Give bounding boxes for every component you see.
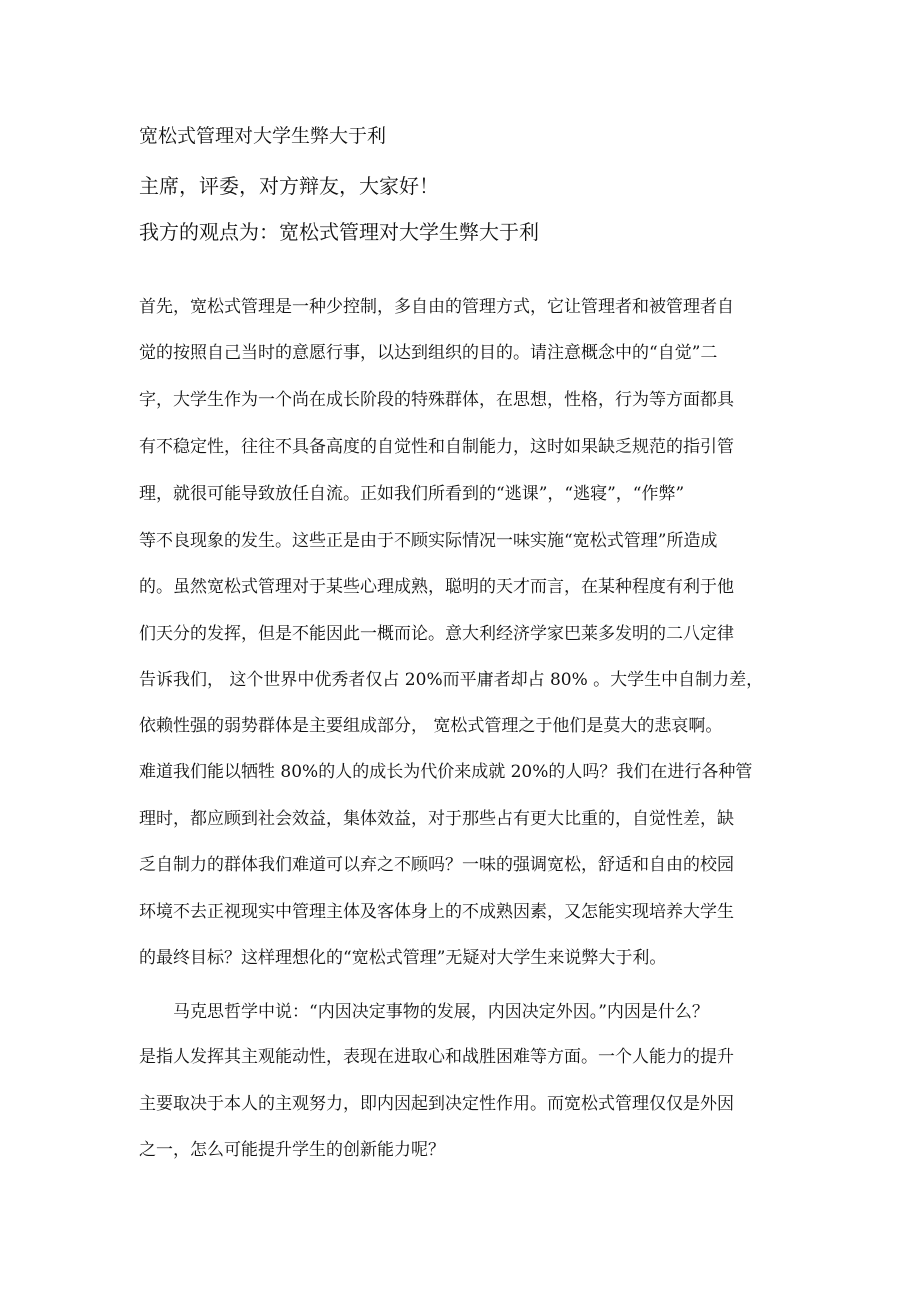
text-line: 的最终目标？这样理想化的“宽松式管理”无疑对大学生来说弊大于利。	[139, 948, 667, 968]
document-title: 宽松式管理对大学生弊大于利	[139, 125, 387, 147]
text-line: 环境不去正视现实中管理主体及客体身上的不成熟因素，又怎能实现培养大学生	[139, 902, 734, 922]
text-line: 是指人发挥其主观能动性，表现在进取心和战胜困难等方面。一个人能力的提升	[139, 1047, 734, 1067]
text-line: 字，大学生作为一个尚在成长阶段的特殊群体，在思想，性格，行为等方面都具	[139, 390, 734, 410]
text-line: 等不良现象的发生。这些正是由于不顾实际情况一味实施“宽松式管理”所造成	[139, 531, 718, 551]
text-line: 难道我们能以牺牲 80%的人的成长为代价来成就 20%的人吗？我们在进行各种管	[139, 762, 753, 782]
greeting: 主席，评委，对方辩友，大家好！	[139, 174, 439, 198]
text-line: 理时，都应顾到社会效益，集体效益，对于那些占有更大比重的，自觉性差，缺	[139, 809, 734, 829]
text-line: 觉的按照自己当时的意愿行事，以达到组织的目的。请注意概念中的“自觉”二	[139, 343, 718, 363]
text-line: 首先，宽松式管理是一种少控制，多自由的管理方式，它让管理者和被管理者自	[139, 297, 734, 317]
text-line: 有不稳定性，往往不具备高度的自觉性和自制能力，这时如果缺乏规范的指引管	[139, 437, 734, 457]
text-line: 依赖性强的弱势群体是主要组成部分， 宽松式管理之于他们是莫大的悲哀啊。	[139, 716, 723, 736]
position-statement: 我方的观点为：宽松式管理对大学生弊大于利	[139, 220, 539, 244]
text-line: 主要取决于本人的主观努力，即内因起到决定性作用。而宽松式管理仅仅是外因	[139, 1094, 734, 1114]
text-line: 们天分的发挥，但是不能因此一概而论。意大利经济学家巴莱多发明的二八定律	[139, 624, 734, 644]
text-line: 理，就很可能导致放任自流。正如我们所看到的“逃课”，“逃寝”，“作弊”	[139, 484, 685, 504]
text-line: 之一，怎么可能提升学生的创新能力呢？	[139, 1140, 445, 1160]
text-line: 乏自制力的群体我们难道可以弃之不顾吗？一味的强调宽松，舒适和自由的校园	[139, 855, 734, 875]
text-line: 的。虽然宽松式管理对于某些心理成熟，聪明的天才而言，在某种程度有利于他	[139, 577, 734, 597]
text-line: 马克思哲学中说：“内因决定事物的发展，内因决定外因。”内因是什么？	[139, 1002, 709, 1022]
text-line: 告诉我们， 这个世界中优秀者仅占 20%而平庸者却占 80% 。大学生中自制力差，	[139, 670, 764, 690]
